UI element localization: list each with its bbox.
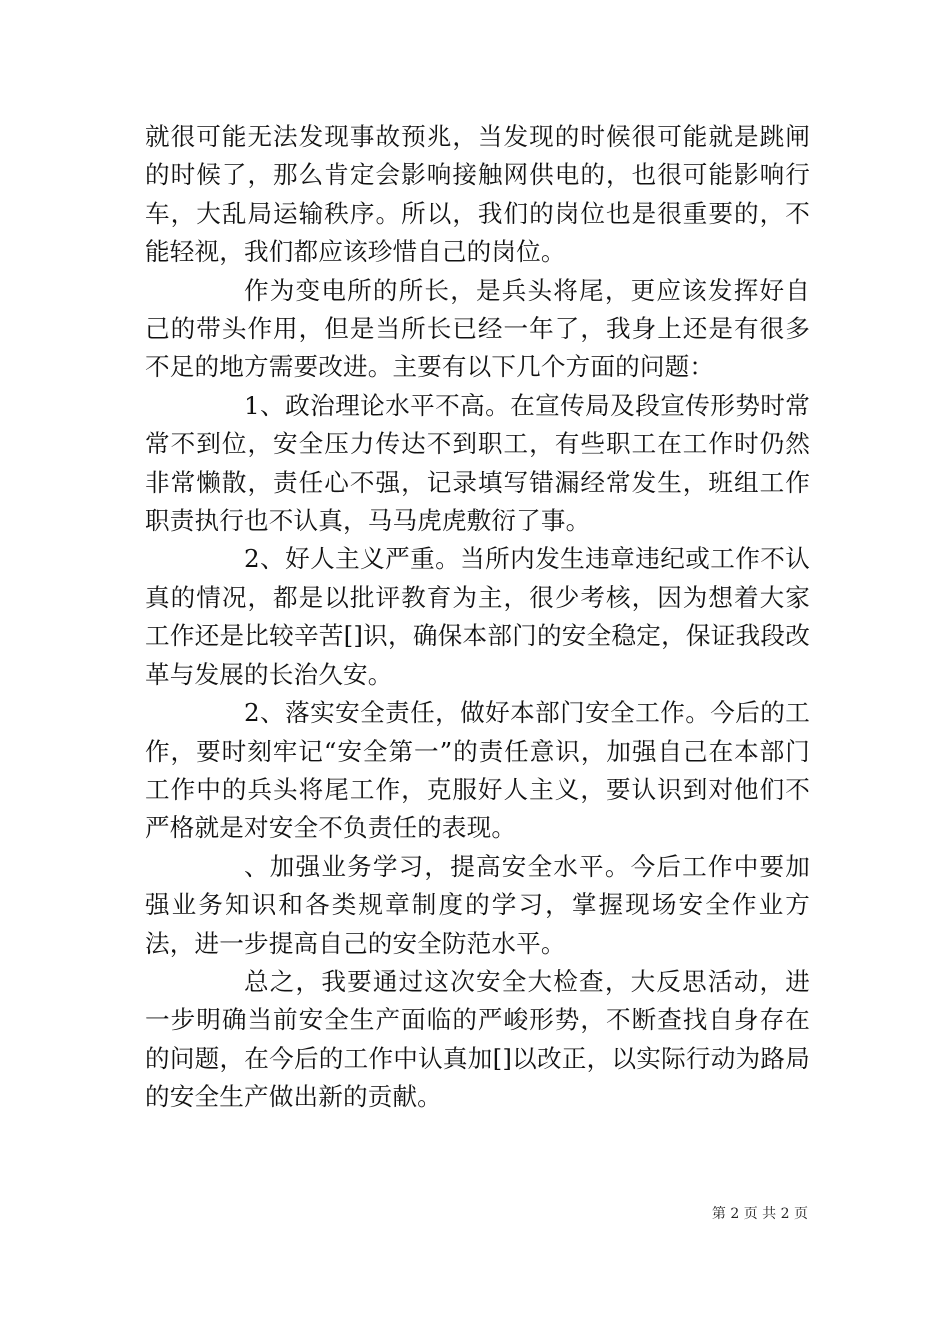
document-body <box>145 118 810 1117</box>
paragraph-conclusion: 总之，我要通过这次安全大检查，大反思活动，进一步明确当前安全生产面临的严峻形势，不断查找自身存在的问题，在今后的工作中认真加[]以改正，以实际行动为路局的安全生产做出新的贡献。 <box>145 966 810 1112</box>
page-number-footer: 第 2 页 共 2 页 <box>711 1206 808 1222</box>
paragraph-business-study: 、加强业务学习，提高安全水平。今后工作中要加强业务知识和各类规章制度的学习，掌握现场安全作业方法，进一步提高自己的安全防范水平。 <box>145 851 810 958</box>
paragraph-safety-responsibility: 2、落实安全责任，做好本部门安全工作。今后的工作，要时刻牢记“安全第一”的责任意识，加强自己在本部门工作中的兵头将尾工作，克服好人主义，要认识到对他们不严格就是对安全不负责任的表现。 <box>145 698 810 843</box>
paragraph-good-person-doctrine: 2、好人主义严重。当所内发生违章违纪或工作不认真的情况，都是以批评教育为主，很少考核，因为想着大家工作还是比较辛苦[]识，确保本部门的安全稳定，保证我段改革与发展的长治久安。 <box>145 544 810 689</box>
paragraph-political-theory: 1、政治理论水平不高。在宣传局及段宣传形势时常常不到位，安全压力传达不到职工，有些职工在工作时仍然非常懒散，责任心不强，记录填写错漏经常发生，班组工作职责执行也不认真，马马虎虎敷衍了事。 <box>145 390 810 536</box>
paragraph-accident-warning: 就很可能无法发现事故预兆，当发现的时候很可能就是跳闸的时候了，那么肯定会影响接触网供电的，也很可能影响行车，大乱局运输秩序。所以，我们的岗位也是很重要的，不能轻视，我们都应该珍惜自己的岗位。 <box>145 122 810 267</box>
paragraph-station-chief: 作为变电所的所长，是兵头将尾，更应该发挥好自己的带头作用，但是当所长已经一年了，我身上还是有很多不足的地方需要改进。主要有以下几个方面的问题： <box>145 275 810 382</box>
